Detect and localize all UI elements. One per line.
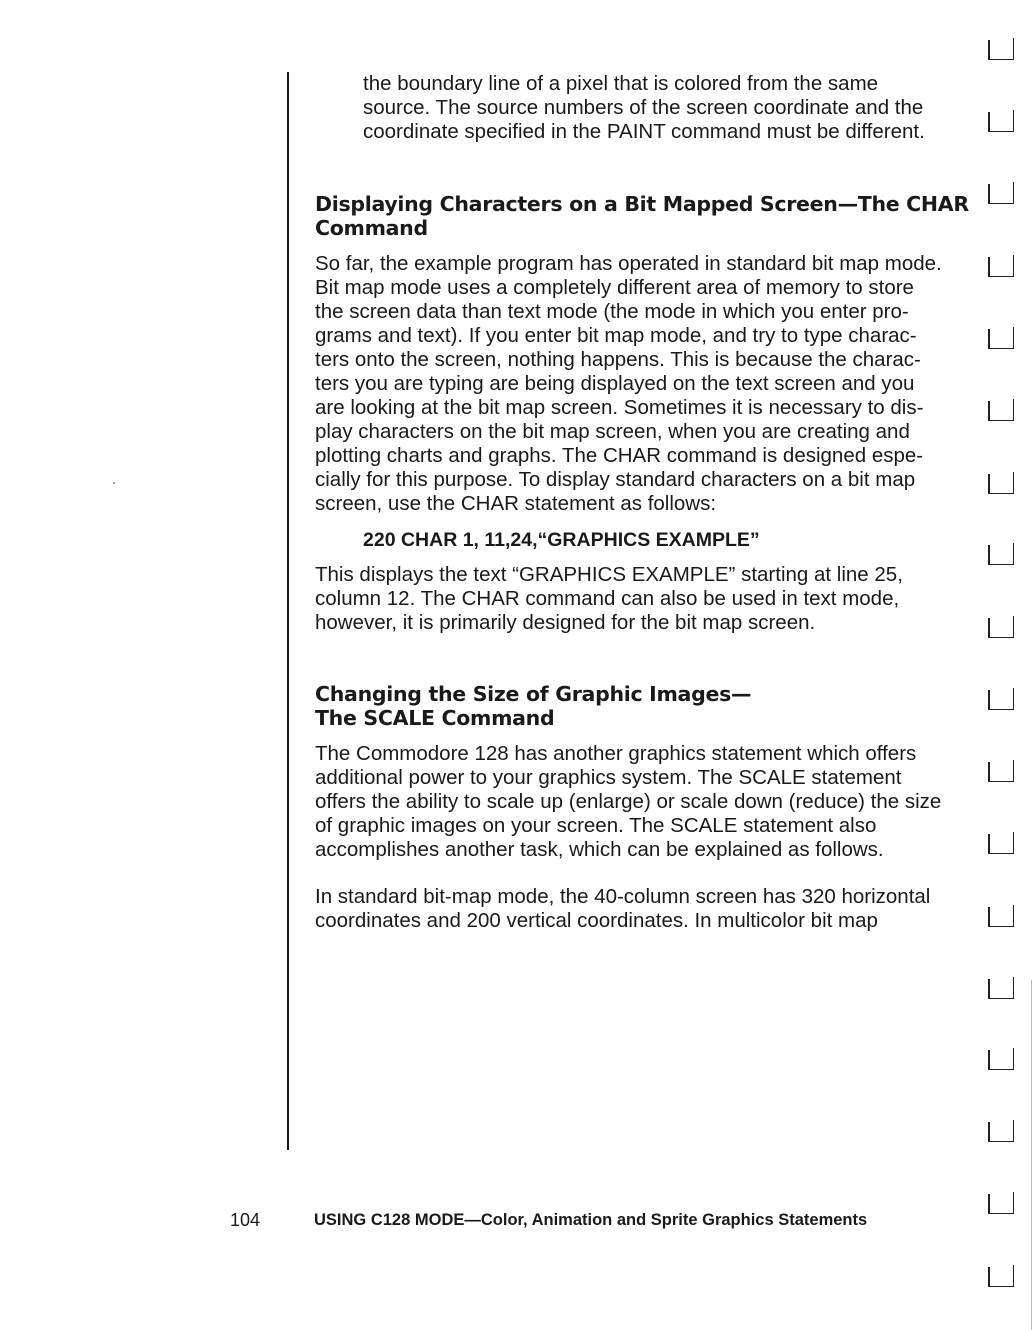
page-number: 104 xyxy=(230,1210,261,1230)
page-edge xyxy=(1031,980,1032,1330)
text-line: screen, use the CHAR statement as follows: xyxy=(315,492,717,515)
char-after-paragraph xyxy=(315,563,903,635)
text-line: Bit map mode uses a completely different area of memory to store xyxy=(315,276,914,299)
binder-mark xyxy=(984,1048,1018,1070)
section-heading-char xyxy=(315,192,969,240)
text-line: accomplishes another task, which can be explained as follows. xyxy=(315,838,884,861)
continuation-paragraph xyxy=(363,72,925,144)
binder-mark xyxy=(984,616,1018,638)
heading-line: Changing the Size of Graphic Images— xyxy=(315,682,752,706)
binder-mark xyxy=(984,182,1018,204)
text-line: ters you are typing are being displayed on the text screen and you xyxy=(315,372,915,395)
text-line: of graphic images on your screen. The SCALE statement also xyxy=(315,814,877,837)
binder-mark xyxy=(984,832,1018,854)
binder-mark xyxy=(984,110,1018,132)
heading-line: The SCALE Command xyxy=(315,706,555,730)
text-line: grams and text). If you enter bit map mode, and try to type charac- xyxy=(315,324,917,347)
scale-paragraph-1 xyxy=(315,742,941,862)
text-line: are looking at the bit map screen. Sometimes it is necessary to dis- xyxy=(315,396,924,419)
heading-line: Displaying Characters on a Bit Mapped Screen—The CHAR xyxy=(315,192,969,216)
binder-mark xyxy=(984,1192,1018,1214)
binder-mark xyxy=(984,1265,1018,1287)
text-line: however, it is primarily designed for the bit map screen. xyxy=(315,611,816,634)
binder-mark xyxy=(984,327,1018,349)
text-line: source. The source numbers of the screen coordinate and the xyxy=(363,96,924,119)
running-footer-title: Color, Animation and Sprite Graphics Statements xyxy=(480,1211,868,1229)
scan-speck xyxy=(113,482,115,484)
text-line: cially for this purpose. To display standard characters on a bit map xyxy=(315,468,916,491)
binder-mark xyxy=(984,905,1018,927)
binder-mark xyxy=(984,977,1018,999)
text-line: In standard bit-map mode, the 40-column screen has 320 horizontal xyxy=(315,885,931,908)
binder-mark xyxy=(984,688,1018,710)
heading-line: Command xyxy=(315,216,428,240)
text-line: column 12. The CHAR command can also be used in text mode, xyxy=(315,587,900,610)
text-line: the boundary line of a pixel that is colored from the same xyxy=(363,72,879,95)
text-line: coordinates and 200 vertical coordinates. In multicolor bit map xyxy=(315,909,878,932)
binder-mark xyxy=(984,760,1018,782)
binder-tab-marks xyxy=(984,0,1024,1330)
text-line: additional power to your graphics system. The SCALE statement xyxy=(315,766,902,789)
text-line: ters onto the screen, nothing happens. This is because the charac- xyxy=(315,348,921,371)
binder-mark xyxy=(984,399,1018,421)
code-example: 220 CHAR 1, 11,24,“GRAPHICS EXAMPLE” xyxy=(363,529,760,551)
text-line: So far, the example program has operated in standard bit map mode. xyxy=(315,252,942,275)
binder-mark xyxy=(984,472,1018,494)
text-line: the screen data than text mode (the mode in which you enter pro- xyxy=(315,300,909,323)
binder-mark xyxy=(984,543,1018,565)
char-body-paragraph xyxy=(315,252,942,516)
binder-mark xyxy=(984,38,1018,60)
section-heading-scale xyxy=(315,682,751,730)
running-footer-lead: USING C128 MODE— xyxy=(314,1211,481,1229)
margin-rule xyxy=(287,72,289,1150)
text-line: The Commodore 128 has another graphics statement which offers xyxy=(315,742,917,765)
binder-mark xyxy=(984,1120,1018,1142)
running-footer xyxy=(314,1209,867,1231)
text-line: plotting charts and graphs. The CHAR command is designed espe- xyxy=(315,444,924,467)
text-line: coordinate specified in the PAINT command must be different. xyxy=(363,120,925,143)
text-line: offers the ability to scale up (enlarge) or scale down (reduce) the size xyxy=(315,790,942,813)
scale-paragraph-2 xyxy=(315,885,930,933)
binder-mark xyxy=(984,255,1018,277)
text-line: play characters on the bit map screen, when you are creating and xyxy=(315,420,910,443)
text-line: This displays the text “GRAPHICS EXAMPLE” starting at line 25, xyxy=(315,563,903,586)
